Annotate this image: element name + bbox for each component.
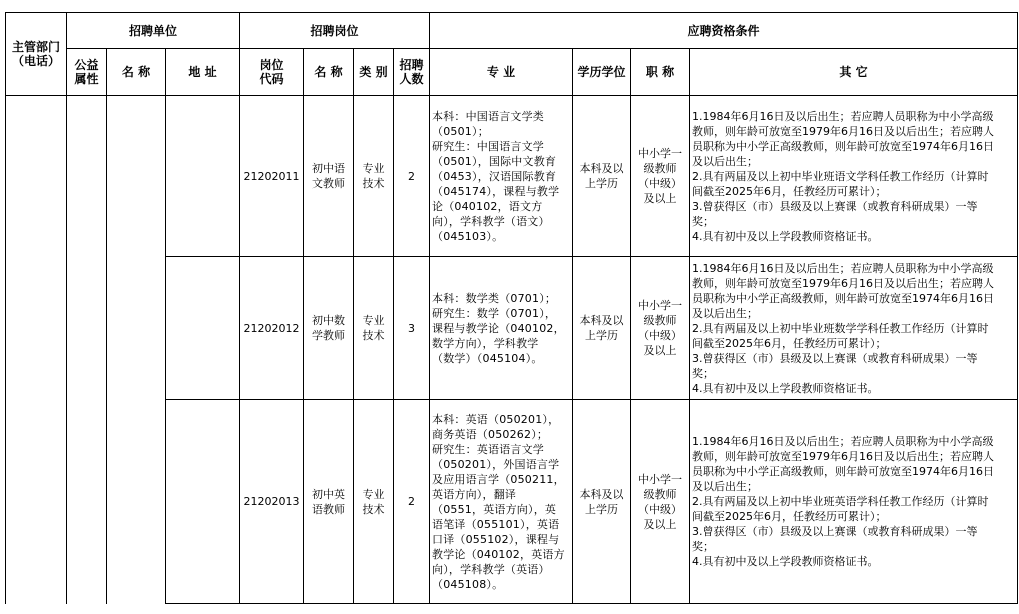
degree-requirement: 本科及以 上学历 xyxy=(573,96,631,257)
post-code: 21202011 xyxy=(240,96,304,257)
header-post-group: 招聘岗位 xyxy=(240,13,430,49)
header-post-count: 招聘 人数 xyxy=(394,49,430,96)
post-type: 专业 技术 xyxy=(354,257,394,400)
header-unit-nature: 公益 属性 xyxy=(67,49,107,96)
post-code: 21202012 xyxy=(240,257,304,400)
header-title: 职 称 xyxy=(631,49,690,96)
dept-cell xyxy=(6,96,67,604)
header-post-type: 类 别 xyxy=(354,49,394,96)
header-major: 专 业 xyxy=(430,49,573,96)
header-qual-group: 应聘资格条件 xyxy=(430,13,1018,49)
degree-requirement: 本科及以 上学历 xyxy=(573,400,631,604)
post-type: 专业 技术 xyxy=(354,400,394,604)
header-unit-address: 地 址 xyxy=(166,49,240,96)
post-count: 2 xyxy=(394,96,430,257)
header-post-name: 名 称 xyxy=(304,49,354,96)
major-requirements: 本科：英语（050201）， 商务英语（050262）； 研究生：英语语言文学 （050201），外国语言学 及应用语言学（050211， 英语方向），翻译 （0551，英语方向），英 语笔译（055101），英语 口译（055102），课程与 教学论（040102，英语方 向），学科教学（英语） （045108）。 xyxy=(430,400,573,604)
post-name: 初中数 学教师 xyxy=(304,257,354,400)
unit-nature-cell xyxy=(67,96,107,604)
unit-address-cell xyxy=(166,257,240,400)
header-degree: 学历学位 xyxy=(573,49,631,96)
unit-name-cell xyxy=(107,96,166,604)
post-count: 3 xyxy=(394,257,430,400)
major-requirements: 本科：中国语言文学类 （0501）； 研究生：中国语言文学 （0501），国际中文教育 （0453），汉语国际教育 （045174），课程与教学 论（040102，语文方 向），学科教学（语文） （045103）。 xyxy=(430,96,573,257)
unit-address-cell xyxy=(166,400,240,604)
header-unit-name: 名 称 xyxy=(107,49,166,96)
major-requirements: 本科：数学类（0701）； 研究生：数学（0701）， 课程与教学论（040102， 数学方向），学科教学 （数学）（045104）。 xyxy=(430,257,573,400)
header-unit-group: 招聘单位 xyxy=(67,13,240,49)
post-type: 专业 技术 xyxy=(354,96,394,257)
header-dept: 主管部门 （电话） xyxy=(6,13,67,96)
recruitment-table xyxy=(5,12,1018,604)
post-name: 初中语 文教师 xyxy=(304,96,354,257)
title-requirement: 中小学一 级教师 （中级） 及以上 xyxy=(631,96,690,257)
post-count: 2 xyxy=(394,400,430,604)
header-post-code: 岗位 代码 xyxy=(240,49,304,96)
unit-address-cell xyxy=(166,96,240,257)
table-row xyxy=(6,96,1018,257)
other-requirements: 1.1984年6月16日及以后出生；若应聘人员职称为中小学高级 教师，则年龄可放宽至1979年6月16日及以后出生；若应聘人 员职称为中小学正高级教师，则年龄可放宽至1974年6月16日 及以后出生； 2.具有两届及以上初中毕业班语文学科任教工作经历（计算时 间截至2025年6月，任教经历可累计）； 3.曾获得区（市）县级及以上赛课（或教育科研成果）一等 奖； 4.具有初中及以上学段教师资格证书。 xyxy=(690,96,1018,257)
post-name: 初中英 语教师 xyxy=(304,400,354,604)
title-requirement: 中小学一 级教师 （中级） 及以上 xyxy=(631,400,690,604)
header-other: 其 它 xyxy=(690,49,1018,96)
post-code: 21202013 xyxy=(240,400,304,604)
title-requirement: 中小学一 级教师 （中级） 及以上 xyxy=(631,257,690,400)
other-requirements: 1.1984年6月16日及以后出生；若应聘人员职称为中小学高级 教师，则年龄可放宽至1979年6月16日及以后出生；若应聘人 员职称为中小学正高级教师，则年龄可放宽至1974年6月16日 及以后出生； 2.具有两届及以上初中毕业班数学学科任教工作经历（计算时 间截至2025年6月，任教经历可累计）； 3.曾获得区（市）县级及以上赛课（或教育科研成果）一等 奖； 4.具有初中及以上学段教师资格证书。 xyxy=(690,257,1018,400)
degree-requirement: 本科及以 上学历 xyxy=(573,257,631,400)
other-requirements: 1.1984年6月16日及以后出生；若应聘人员职称为中小学高级 教师，则年龄可放宽至1979年6月16日及以后出生；若应聘人 员职称为中小学正高级教师，则年龄可放宽至1974年6月16日 及以后出生； 2.具有两届及以上初中毕业班英语学科任教工作经历（计算时 间截至2025年6月，任教经历可累计）； 3.曾获得区（市）县级及以上赛课（或教育科研成果）一等 奖； 4.具有初中及以上学段教师资格证书。 xyxy=(690,400,1018,604)
